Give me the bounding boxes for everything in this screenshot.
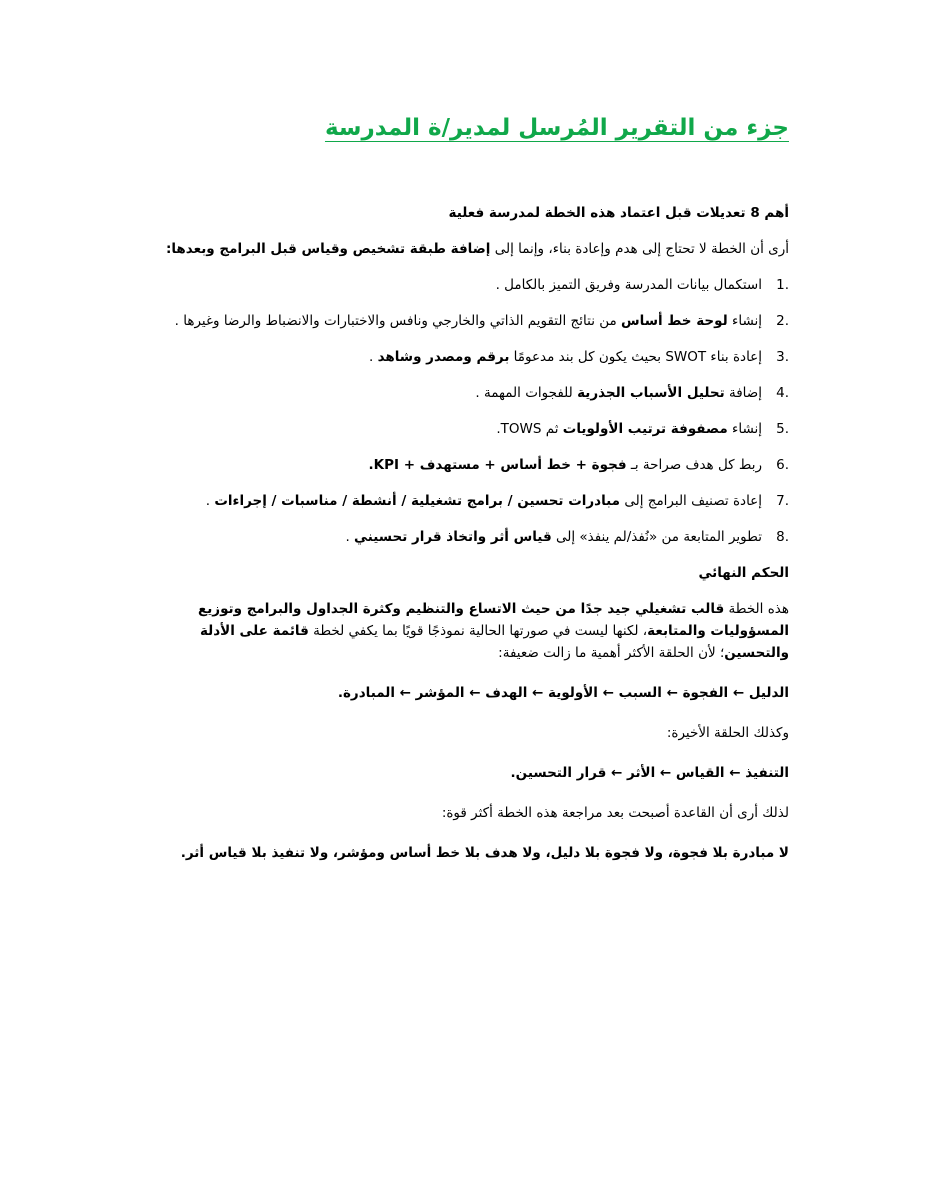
list-item xyxy=(136,418,789,440)
list-item-bold-text: تحليل الأسباب الجذرية xyxy=(577,385,725,401)
list-item xyxy=(136,382,789,404)
list-item-text: من نتائج التقويم الذاتي والخارجي ونافس والاختبارات والانضباط والرضا وغيرها . xyxy=(174,313,622,329)
list-item-text: . xyxy=(205,493,215,509)
list-item-number: 6. xyxy=(776,457,789,473)
list-item-number: 1. xyxy=(776,277,789,293)
list-item-text: . xyxy=(368,349,378,365)
page-title: جزء من التقرير المُرسل لمدير/ة المدرسة xyxy=(324,115,789,141)
list-item-number: 7. xyxy=(776,493,789,509)
evidence-chain: الدليل ← الفجوة ← السبب ← الأولوية ← الهدف ← المؤشر ← المبادرة. xyxy=(337,685,789,701)
list-item xyxy=(136,490,789,512)
list-item-text: إضافة xyxy=(724,385,762,401)
list-item-text: . xyxy=(345,529,355,545)
implementation-chain: التنفيذ ← القياس ← الأثر ← قرار التحسين. xyxy=(510,765,789,781)
list-item-text: ثم TOWS. xyxy=(496,421,563,437)
list-item-number: 4. xyxy=(776,385,789,401)
list-item-number: 8. xyxy=(776,529,789,545)
verdict-text: ، لكنها ليست في صورتها الحالية نموذجًا قويًا بما يكفي لخطة xyxy=(308,623,648,639)
also-text: وكذلك الحلقة الأخيرة: xyxy=(666,725,789,741)
modifications-list xyxy=(136,274,789,548)
list-item-text: للفجوات المهمة . xyxy=(475,385,578,401)
list-item xyxy=(136,346,789,368)
section-heading-modifications: أهم 8 تعديلات قبل اعتماد هذه الخطة لمدرسة فعلية xyxy=(448,205,789,221)
document-body xyxy=(136,110,789,878)
list-item-bold-text: مصفوفة ترتيب الأولويات xyxy=(562,421,728,437)
list-item-bold-text: لوحة خط أساس xyxy=(621,313,728,329)
verdict-text: ؛ لأن الحلقة الأكثر أهمية ما زالت ضعيفة: xyxy=(498,645,725,661)
list-item-text: إعادة تصنيف البرامج إلى xyxy=(620,493,762,509)
verdict-bold-text: قائمة على الأدلة والتحسين xyxy=(199,623,789,661)
list-item xyxy=(136,526,789,548)
list-item-text: إنشاء xyxy=(727,421,762,437)
intro-paragraph xyxy=(136,238,789,260)
list-item-text: إعادة بناء SWOT بحيث يكون كل بند مدعومًا xyxy=(509,349,762,365)
verdict-paragraph xyxy=(136,598,789,664)
verdict-bold-text: قالب تشغيلي جيد جدًا من حيث الاتساع والتنظيم وكثرة الجداول والبرامج وتوزيع المسؤوليات والمتابعة xyxy=(198,601,789,639)
list-item-bold-text: قياس أثر واتخاذ قرار تحسيني xyxy=(354,529,552,545)
list-item-bold-text: مبادرات تحسين / برامج تشغيلية / أنشطة / مناسبات / إجراءات xyxy=(214,493,621,509)
conclusion-rule: لا مبادرة بلا فجوة، ولا فجوة بلا دليل، ولا هدف بلا خط أساس ومؤشر، ولا تنفيذ بلا قياس أثر. xyxy=(180,845,789,861)
intro-bold-text: إضافة طبقة تشخيص وقياس قبل البرامج وبعدها: xyxy=(165,241,491,257)
list-item-text: استكمال بيانات المدرسة وفريق التميز بالكامل . xyxy=(495,277,762,293)
list-item xyxy=(136,454,789,476)
list-item-number: 2. xyxy=(776,313,789,329)
intro-plain-text: أرى أن الخطة لا تحتاج إلى هدم وإعادة بناء، وإنما إلى xyxy=(490,241,789,257)
list-item xyxy=(136,310,789,332)
list-item-text: ربط كل هدف صراحة بـ xyxy=(626,457,762,473)
conclusion-intro: لذلك أرى أن القاعدة أصبحت بعد مراجعة هذه الخطة أكثر قوة: xyxy=(441,805,789,821)
list-item-bold-text: برقم ومصدر وشاهد xyxy=(377,349,510,365)
list-item-bold-text: فجوة + خط أساس + مستهدف + KPI. xyxy=(368,457,627,473)
verdict-text: هذه الخطة xyxy=(724,601,789,617)
list-item-number: 5. xyxy=(776,421,789,437)
list-item xyxy=(136,274,789,296)
list-item-text: إنشاء xyxy=(727,313,762,329)
section-heading-verdict: الحكم النهائي xyxy=(698,565,789,581)
list-item-number: 3. xyxy=(776,349,789,365)
list-item-text: تطوير المتابعة من «نُفذ/لم ينفذ» إلى xyxy=(551,529,762,545)
